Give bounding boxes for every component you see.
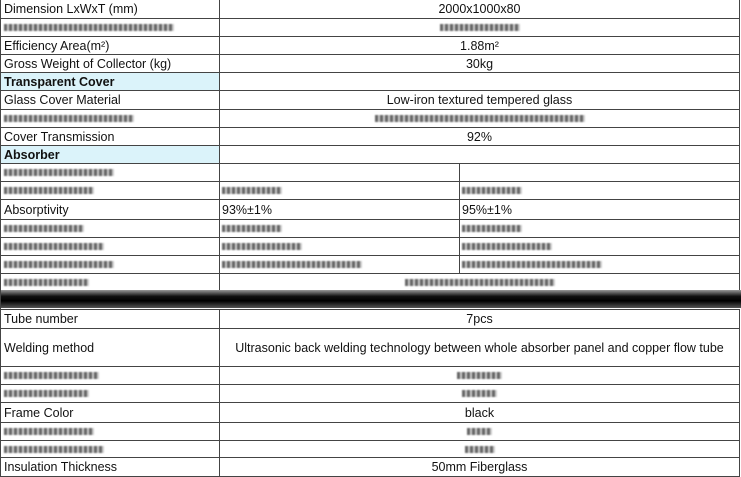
blurred-label [0,164,220,181]
blurred-value [220,367,740,384]
spec-row-cover-transmission [0,128,740,146]
spec-label: Tube number [0,310,220,328]
blurred-value-b [460,238,740,255]
spec-row-blurred [0,164,740,182]
blurred-value-b [460,182,740,199]
image-artifact-band [0,290,741,308]
section-header-absorber [0,146,740,164]
spec-label: Cover Transmission [0,128,220,145]
blurred-label [0,19,220,36]
blurred-value-a [220,220,460,237]
spec-row-blurred [0,182,740,200]
spec-row-welding-method [0,329,740,367]
spec-row-dimension [0,0,740,19]
table-left-border [0,0,1,477]
section-title: Absorber [0,146,220,163]
blurred-label [0,274,220,290]
spec-row-blurred [0,256,740,274]
blurred-label [0,220,220,237]
spec-row-glass-cover [0,91,740,110]
blurred-value [220,110,740,127]
spec-value: Ultrasonic back welding technology between whole absorber panel and copper flow tube [220,329,740,366]
spec-row-efficiency-area [0,37,740,55]
spec-label: Insulation Thickness [0,458,220,476]
spec-row-blurred [0,110,740,128]
blurred-value-a [220,256,460,273]
spec-value-b: 95%±1% [460,200,740,219]
spec-value: 92% [220,128,740,145]
spec-label: Frame Color [0,403,220,422]
blurred-label [0,367,220,384]
blurred-value [220,19,740,36]
spec-value: 1.88m² [220,37,740,54]
blurred-value-a [220,238,460,255]
section-header-transparent-cover [0,73,740,91]
section-title: Transparent Cover [0,73,220,90]
spec-label: Gross Weight of Collector (kg) [0,55,220,72]
spec-label: Dimension LxWxT (mm) [0,0,220,18]
blurred-value-b [460,220,740,237]
blurred-label [0,256,220,273]
spec-label: Absorptivity [0,200,220,219]
blurred-label [0,110,220,127]
spec-row-absorptivity [0,200,740,220]
spec-label: Efficiency Area(m²) [0,37,220,54]
blurred-label [0,385,220,402]
spec-value: 2000x1000x80 [220,0,740,18]
spec-row-blurred [0,19,740,37]
blurred-value-b [460,164,740,181]
blurred-label [0,238,220,255]
blurred-value-a [220,164,460,181]
spec-value: Low-iron textured tempered glass [220,91,740,109]
spec-row-blurred [0,385,740,403]
spec-row-blurred [0,274,740,290]
spec-row-blurred [0,441,740,458]
blurred-value-b [460,256,740,273]
spec-row-frame-color [0,403,740,423]
section-empty [220,73,740,90]
spec-row-gross-weight [0,55,740,73]
blurred-value [220,441,740,457]
spec-value-a: 93%±1% [220,200,460,219]
spec-row-blurred [0,367,740,385]
blurred-value [220,274,740,290]
spec-row-tube-number [0,310,740,329]
spec-row-blurred [0,220,740,238]
spec-row-insulation-thickness [0,458,740,477]
blurred-value-a [220,182,460,199]
spec-label: Welding method [0,329,220,366]
blurred-value [220,385,740,402]
spec-value: black [220,403,740,422]
spec-value: 50mm Fiberglass [220,458,740,476]
spec-label: Glass Cover Material [0,91,220,109]
section-empty [220,146,740,163]
blurred-label [0,441,220,457]
spec-row-blurred [0,238,740,256]
spec-value: 7pcs [220,310,740,328]
blurred-value [220,423,740,440]
spec-row-blurred [0,423,740,441]
spec-value: 30kg [220,55,740,72]
blurred-label [0,423,220,440]
blurred-label [0,182,220,199]
